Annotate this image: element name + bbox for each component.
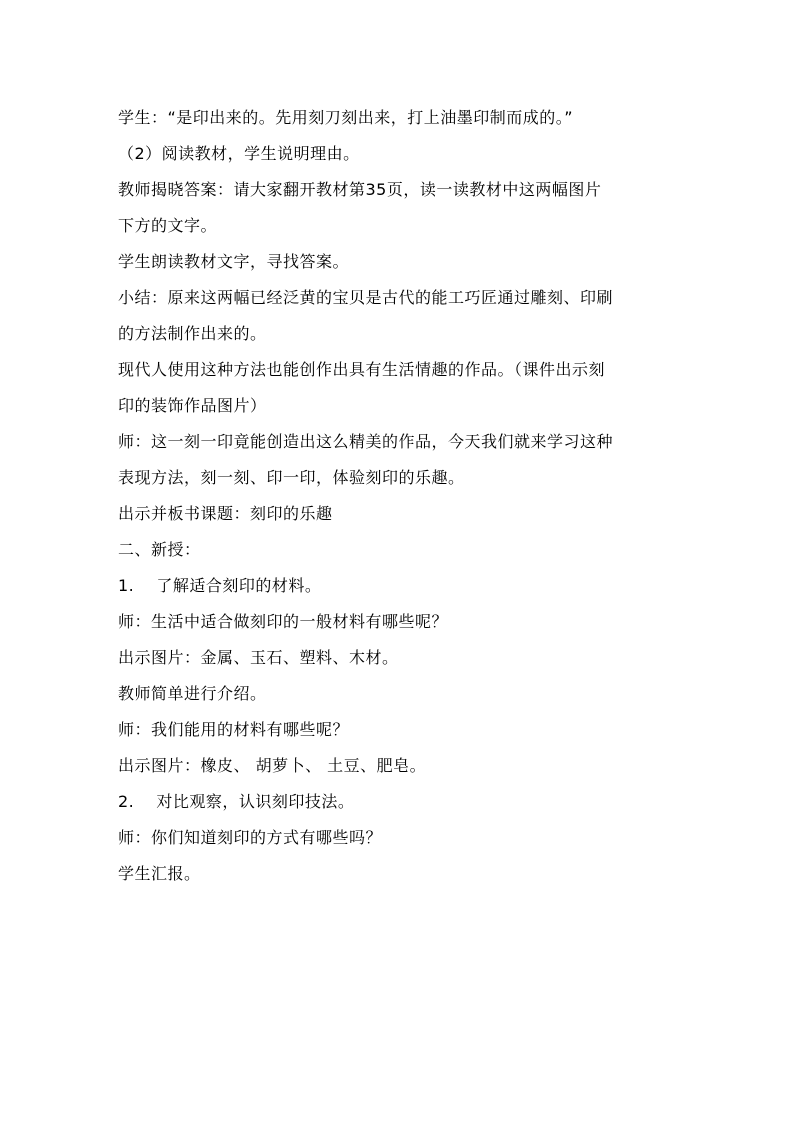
paragraph-line: 学生：“是印出来的。先用刻刀刻出来，打上油墨印制而成的。”	[118, 108, 574, 127]
paragraph-line: 出示图片：金属、玉石、塑料、木材。	[118, 648, 399, 667]
paragraph-line: 出示图片：橡皮、 胡萝卜、 土豆、肥皂。	[118, 756, 427, 775]
paragraph-line: 现代人使用这种方法也能创作出具有生活情趣的作品。（课件出示刻	[118, 360, 606, 379]
paragraph-line: 学生朗读教材文字，寻找答案。	[118, 252, 350, 271]
paragraph-line: 出示并板书课题：刻印的乐趣	[118, 504, 333, 523]
paragraph-line: 师：你们知道刻印的方式有哪些吗？	[118, 828, 383, 847]
paragraph-line: （2）阅读教材，学生说明理由。	[118, 144, 360, 163]
numbered-item: 2. 对比观察，认识刻印技法。	[118, 792, 355, 811]
paragraph-line: 师：我们能用的材料有哪些呢？	[118, 720, 350, 739]
paragraph-line: 师：生活中适合做刻印的一般材料有哪些呢？	[118, 612, 449, 631]
paragraph-line: 教师揭晓答案：请大家翻开教材第35页，读一读教材中这两幅图片	[118, 180, 602, 199]
document-body	[118, 100, 688, 892]
numbered-item: 1. 了解适合刻印的材料。	[118, 576, 322, 595]
paragraph-line: 学生汇报。	[118, 864, 201, 883]
paragraph-line: 下方的文字。	[118, 216, 218, 235]
paragraph-line: 的方法制作出来的。	[118, 324, 267, 343]
paragraph-line: 小结：原来这两幅已经泛黄的宝贝是古代的能工巧匠通过雕刻、印刷	[118, 288, 614, 307]
paragraph-line: 教师简单进行介绍。	[118, 684, 267, 703]
paragraph-line: 师：这一刻一印竟能创造出这么精美的作品，今天我们就来学习这种	[118, 432, 614, 451]
paragraph-line: 印的装饰作品图片）	[118, 396, 267, 415]
section-heading: 二、新授：	[118, 540, 201, 559]
paragraph-line: 表现方法，刻一刻、印一印，体验刻印的乐趣。	[118, 468, 465, 487]
